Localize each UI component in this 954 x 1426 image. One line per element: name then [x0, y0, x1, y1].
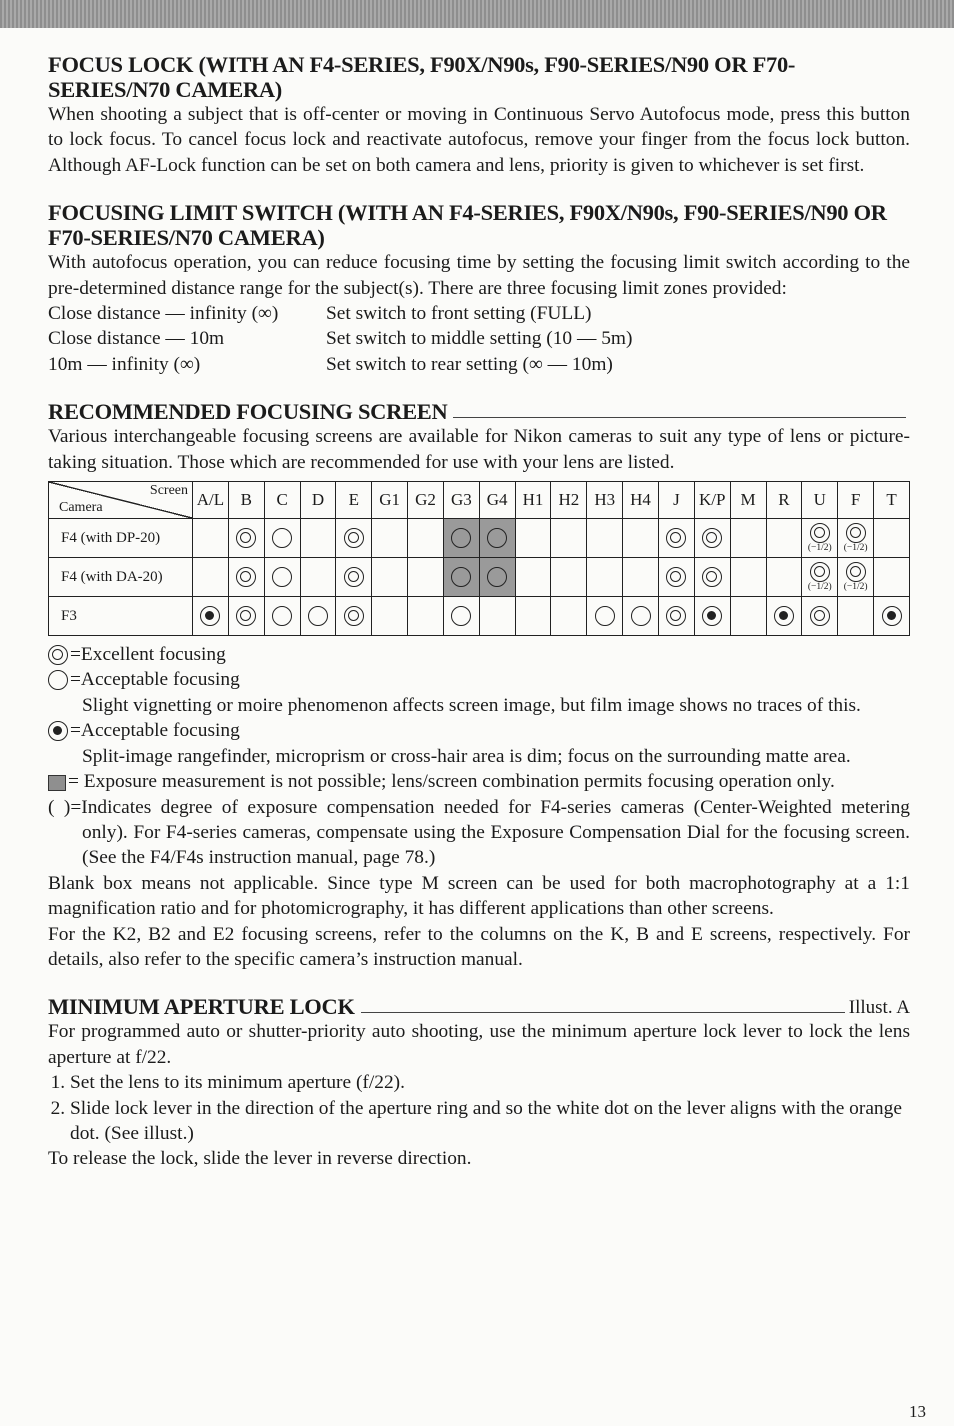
screen-cell	[443, 558, 479, 597]
illust-label: Illust. A	[848, 997, 910, 1019]
screen-cell	[300, 597, 336, 636]
screen-cell	[515, 597, 551, 636]
screen-cell	[658, 558, 694, 597]
screen-cell	[408, 558, 444, 597]
acceptable-icon	[272, 567, 292, 587]
recommended-screen-heading	[48, 399, 910, 424]
screen-cell	[802, 519, 838, 558]
screen-cell	[658, 597, 694, 636]
excellent-icon	[666, 567, 686, 587]
legend-acceptable-dot: =Acceptable focusing	[48, 718, 910, 743]
column-header: H4	[623, 482, 659, 519]
screen-cell	[623, 558, 659, 597]
zone-setting: Set switch to front setting (FULL)	[326, 303, 592, 325]
acceptable-dot-icon	[48, 721, 68, 741]
legend-acceptable-note: Slight vignetting or moire phenomenon affects screen image, but film image shows no traces of this.	[82, 694, 861, 716]
screen-cell	[372, 597, 408, 636]
screen-cell	[336, 519, 372, 558]
column-header: H3	[587, 482, 623, 519]
acceptable-dot-icon	[702, 606, 722, 626]
screen-cell	[766, 597, 802, 636]
excellent-icon	[846, 562, 866, 582]
camera-cell: F4 (with DP-20)	[49, 519, 193, 558]
acceptable-dot-icon	[774, 606, 794, 626]
screen-cell	[730, 558, 766, 597]
min-aperture-section	[48, 994, 910, 1171]
column-header: A/L	[193, 482, 229, 519]
column-header: F	[838, 482, 874, 519]
screen-cell	[802, 597, 838, 636]
screen-cell	[193, 597, 229, 636]
table-corner-cell	[49, 482, 193, 519]
step-item: 1. Set the lens to its minimum aperture (f/22).	[70, 1070, 910, 1095]
min-aperture-heading	[48, 994, 910, 1019]
column-header: R	[766, 482, 802, 519]
screen-cell	[874, 558, 910, 597]
screen-cell	[264, 558, 300, 597]
screen-cell	[551, 519, 587, 558]
acceptable-icon	[272, 528, 292, 548]
excellent-icon	[236, 567, 256, 587]
acceptable-icon	[451, 606, 471, 626]
screen-cell	[694, 519, 730, 558]
column-header: G4	[479, 482, 515, 519]
screen-cell	[408, 519, 444, 558]
screen-cell	[802, 558, 838, 597]
column-header: H2	[551, 482, 587, 519]
corner-screen-label: Screen	[149, 483, 188, 499]
excellent-icon	[236, 606, 256, 626]
screen-cell	[228, 597, 264, 636]
acceptable-dot-icon	[200, 606, 220, 626]
recommended-screen-body: Various interchangeable focusing screens are available for Nikon cameras to suit any type of lens or picture-taking situation. Those which are recommended for use with your lens are listed.	[48, 426, 910, 473]
camera-cell: F3	[49, 597, 193, 636]
acceptable-icon	[272, 606, 292, 626]
column-header: G3	[443, 482, 479, 519]
column-header: J	[658, 482, 694, 519]
acceptable-icon	[451, 528, 471, 548]
compensation-note: (−1/2)	[843, 542, 868, 553]
excellent-icon	[236, 528, 256, 548]
screen-cell	[443, 597, 479, 636]
screen-cell	[551, 558, 587, 597]
screen-cell	[623, 597, 659, 636]
screen-cell	[408, 597, 444, 636]
compensation-note: (−1/2)	[843, 581, 868, 592]
excellent-icon	[344, 567, 364, 587]
excellent-icon	[344, 606, 364, 626]
zone-setting: Set switch to middle setting (10 — 5m)	[326, 328, 633, 350]
compensation-note: (−1/2)	[807, 542, 832, 553]
corner-camera-label: Camera	[59, 500, 103, 516]
column-header: D	[300, 482, 336, 519]
screen-cell	[443, 519, 479, 558]
focusing-zones	[48, 301, 910, 377]
screen-cell	[479, 597, 515, 636]
screen-cell	[264, 597, 300, 636]
excellent-icon	[702, 567, 722, 587]
screen-cell	[730, 519, 766, 558]
acceptable-icon	[487, 567, 507, 587]
excellent-icon	[666, 606, 686, 626]
focusing-limit-body: With autofocus operation, you can reduce focusing time by setting the focusing limit switch according to the pre-determined distance range for the subject(s). There are three focusing limit zones provided:	[48, 252, 910, 299]
column-header: T	[874, 482, 910, 519]
screen-cell	[730, 597, 766, 636]
screen-cell	[587, 558, 623, 597]
excellent-icon	[846, 523, 866, 543]
screen-cell	[587, 597, 623, 636]
manual-page	[48, 52, 910, 1194]
table-row	[49, 597, 910, 636]
screen-cell	[658, 519, 694, 558]
excellent-icon	[48, 645, 68, 665]
screen-cell	[264, 519, 300, 558]
min-aperture-footer: To release the lock, slide the lever in reverse direction.	[48, 1148, 472, 1170]
zone-range: 10m — infinity (∞)	[48, 353, 201, 375]
screen-cell	[874, 519, 910, 558]
screen-cell	[838, 597, 874, 636]
excellent-icon	[344, 528, 364, 548]
screen-cell	[228, 558, 264, 597]
screen-cell	[336, 597, 372, 636]
acceptable-icon	[451, 567, 471, 587]
compensation-note: (−1/2)	[807, 581, 832, 592]
screen-cell	[587, 519, 623, 558]
focusing-limit-section	[48, 200, 910, 377]
recommended-screen-title: RECOMMENDED FOCUSING SCREEN	[48, 399, 448, 425]
column-header: B	[228, 482, 264, 519]
excellent-icon	[810, 523, 830, 543]
column-header: E	[336, 482, 372, 519]
screen-cell	[694, 597, 730, 636]
gray-box-icon	[48, 775, 66, 791]
screen-cell	[623, 519, 659, 558]
scan-top-bar	[0, 0, 954, 28]
acceptable-icon	[631, 606, 651, 626]
legend-excellent: =Excellent focusing	[48, 642, 910, 667]
screen-cell	[838, 519, 874, 558]
screen-cell	[766, 558, 802, 597]
focus-lock-section	[48, 52, 910, 178]
table-row	[49, 519, 910, 558]
screen-cell	[372, 558, 408, 597]
screen-cell	[838, 558, 874, 597]
min-aperture-steps	[48, 1070, 910, 1146]
legend-gray: = Exposure measurement is not possible; lens/screen combination permits focusing operation only.	[48, 769, 910, 794]
column-header: M	[730, 482, 766, 519]
camera-cell: F4 (with DA-20)	[49, 558, 193, 597]
page-number: 13	[909, 1402, 926, 1421]
acceptable-icon	[308, 606, 328, 626]
recommended-screen-section	[48, 399, 910, 972]
legend-blank: Blank box means not applicable. Since type M screen can be used for both macrophotography at a 1:1 magnification ratio and for photomicrography, it has different applications than other screens.	[48, 872, 910, 920]
column-header: G2	[408, 482, 444, 519]
column-header: K/P	[694, 482, 730, 519]
legend-paren: ( )=Indicates degree of exposure compensation needed for F4-series cameras (Center-Weighted metering only). For F4-series cameras, compensate using the Exposure Compensation Dial for the focusing screen. (See the F4/F4s instruction manual, page 78.)	[48, 796, 910, 869]
screen-cell	[300, 558, 336, 597]
screen-cell	[694, 558, 730, 597]
zone-range: Close distance — infinity (∞)	[48, 303, 279, 325]
screen-cell	[515, 519, 551, 558]
screen-cell	[372, 519, 408, 558]
excellent-icon	[810, 606, 830, 626]
excellent-icon	[810, 562, 830, 582]
screen-cell	[479, 558, 515, 597]
screen-cell	[336, 558, 372, 597]
legend	[48, 642, 910, 972]
min-aperture-body: For programmed auto or shutter-priority auto shooting, use the minimum aperture lock lever to lock the lens aperture at f/22.	[48, 1021, 910, 1068]
column-header: C	[264, 482, 300, 519]
screen-cell	[515, 558, 551, 597]
step-item: 2. Slide lock lever in the direction of the aperture ring and so the white dot on the lever aligns with the orange dot. (See illust.)	[70, 1096, 910, 1147]
screen-cell	[874, 597, 910, 636]
focus-lock-body: When shooting a subject that is off-center or moving in Continuous Servo Autofocus mode, press this button to lock focus. To cancel focus lock and reactivate autofocus, remove your finger from the focus lock button. Although AF-Lock function can be set on both camera and lens, priority is given to whichever is set first.	[48, 104, 910, 176]
screen-cell	[766, 519, 802, 558]
screen-cell	[300, 519, 336, 558]
heading-rule	[361, 1012, 845, 1013]
legend-acceptable: =Acceptable focusing	[48, 667, 910, 692]
focusing-limit-title: FOCUSING LIMIT SWITCH (WITH AN F4-SERIES, F90X/N90s, F90-SERIES/N90 OR F70-SERIES/N70 CAMERA)	[48, 200, 887, 251]
acceptable-dot-icon	[882, 606, 902, 626]
column-header: G1	[372, 482, 408, 519]
screen-cell	[479, 519, 515, 558]
screen-cell	[551, 597, 587, 636]
focus-lock-title: FOCUS LOCK (WITH AN F4-SERIES, F90X/N90s, F90-SERIES/N90 OR F70-SERIES/N70 CAMERA)	[48, 52, 796, 102]
acceptable-icon	[487, 528, 507, 548]
screen-cell	[228, 519, 264, 558]
table-row	[49, 558, 910, 597]
zone-setting: Set switch to rear setting (∞ — 10m)	[326, 353, 613, 375]
screen-cell	[193, 558, 229, 597]
screen-cell	[193, 519, 229, 558]
focusing-screen-table	[48, 481, 910, 636]
heading-rule	[453, 417, 906, 418]
acceptable-icon	[48, 670, 68, 690]
excellent-icon	[666, 528, 686, 548]
column-header: H1	[515, 482, 551, 519]
column-header: U	[802, 482, 838, 519]
min-aperture-title: MINIMUM APERTURE LOCK	[48, 994, 355, 1020]
excellent-icon	[702, 528, 722, 548]
acceptable-icon	[595, 606, 615, 626]
zone-range: Close distance — 10m	[48, 328, 225, 350]
legend-acceptable-dot-note: Split-image rangefinder, microprism or cross-hair area is dim; focus on the surrounding matte area.	[82, 745, 851, 767]
legend-k2: For the K2, B2 and E2 focusing screens, refer to the columns on the K, B and E screens, respectively. For details, also refer to the specific camera’s instruction manual.	[48, 923, 910, 970]
